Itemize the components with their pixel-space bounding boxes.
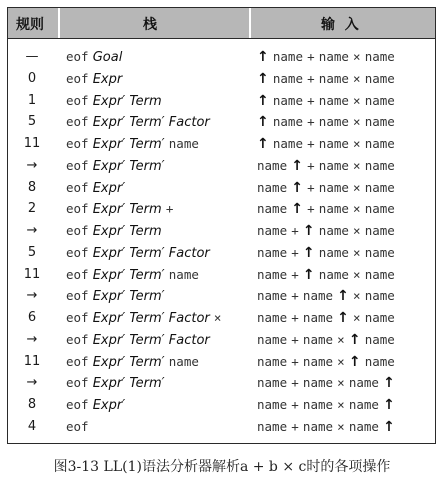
input-token: + [307,114,315,130]
input-token: name [364,157,395,173]
input-token: name [302,310,334,325]
input-pointer-arrow: ↑ [337,288,349,305]
input-token: name [318,114,349,130]
terminal-symbol: eof [66,331,89,347]
nonterminal-symbol: Expr′ [92,311,126,326]
rule-cell: 11 [23,136,41,151]
rule-cell: 8 [27,179,37,195]
terminal-symbol: name [168,353,199,369]
terminal-symbol: eof [66,136,89,151]
stack-cell [66,245,210,261]
input-token: + [307,49,315,64]
stack-cell [66,310,221,326]
input-token: + [291,310,299,325]
input-token: name [318,179,349,195]
input-token: + [307,179,315,195]
nonterminal-symbol: Term′ [129,245,165,261]
nonterminal-symbol: Term′ [129,311,165,326]
terminal-symbol: eof [66,179,89,195]
nonterminal-symbol: Expr′ [92,202,126,218]
input-cell [257,419,395,435]
stack-cell [66,375,165,391]
input-token: name [364,310,395,325]
input-cell [257,310,395,326]
stack-cell [66,71,122,87]
stack-cell [66,223,162,239]
input-token: × [337,418,345,434]
nonterminal-symbol: Term [129,93,162,109]
table-row [8,133,435,155]
input-token: name [348,418,379,434]
terminal-symbol: eof [66,114,89,130]
terminal-symbol: eof [66,49,89,64]
input-token: name [348,397,379,412]
terminal-symbol: eof [66,288,89,304]
rule-cell: 0 [27,70,37,86]
input-token: name [364,70,395,86]
input-token: name [364,92,395,108]
input-token: name [318,70,349,86]
input-pointer-arrow: ↑ [257,92,269,109]
input-token: + [307,136,315,151]
table-row [8,198,435,220]
input-token: name [302,353,334,369]
terminal-symbol: eof [66,353,89,369]
input-cell [257,201,395,217]
input-token: + [307,70,315,86]
input-token: name [318,136,349,151]
terminal-symbol: eof [66,92,89,108]
input-token: × [337,331,345,347]
input-token: + [291,288,299,304]
table-row [8,242,435,264]
rule-cell: 2 [27,201,37,217]
input-token: + [291,353,299,369]
input-token: name [318,157,349,173]
stack-cell [66,419,89,435]
input-token: name [272,49,303,64]
nonterminal-symbol: Expr′ [92,245,126,261]
nonterminal-symbol: Expr′ [92,224,126,239]
parse-table [7,7,436,444]
input-pointer-arrow: ↑ [257,49,269,65]
nonterminal-symbol: Goal [92,50,123,65]
stack-cell [66,49,122,65]
input-token: + [291,418,299,434]
input-pointer-arrow: ↑ [291,157,303,174]
input-pointer-arrow: ↑ [302,223,315,239]
input-token: + [291,244,299,260]
nonterminal-symbol: Term′ [129,354,165,370]
nonterminal-symbol: Expr′ [92,354,126,370]
input-pointer-arrow: ↑ [257,136,269,152]
input-token: + [291,397,299,412]
stack-cell [66,267,199,283]
figure-caption: 图3-13 LL(1)语法分析器解析a + b × c时的各项操作 [53,459,391,475]
header-divider [58,8,60,38]
rule-cell: → [26,288,38,304]
terminal-symbol: eof [66,397,89,412]
input-cell [257,49,395,65]
input-token: name [364,331,395,347]
nonterminal-symbol: Expr′ [92,115,126,131]
input-token: name [364,201,395,217]
input-pointer-arrow: ↑ [348,353,361,370]
input-pointer-arrow: ↑ [291,201,303,218]
terminal-symbol: eof [66,375,89,391]
stack-cell [66,332,210,348]
input-cell [257,71,395,87]
input-pointer-arrow: ↑ [337,310,349,326]
header-input: 输 入 [321,17,359,33]
table-row [8,394,435,416]
input-token: name [257,353,288,369]
input-token: name [364,114,395,130]
input-token: name [257,375,288,391]
input-token: × [353,266,361,282]
header-divider [249,8,251,38]
stack-cell [66,201,173,217]
table-row [8,264,435,286]
input-pointer-arrow: ↑ [383,375,395,392]
input-token: name [257,418,288,434]
input-cell [257,245,395,261]
rule-cell: → [26,157,38,173]
nonterminal-symbol: Expr′ [92,376,126,392]
input-token: name [272,136,303,151]
input-pointer-arrow: ↑ [383,397,395,413]
input-token: name [257,223,288,238]
input-token: × [353,179,361,195]
input-cell [257,332,395,348]
nonterminal-symbol: Expr′ [92,93,126,109]
stack-cell [66,288,165,304]
nonterminal-symbol: Term′ [129,289,165,305]
input-token: + [307,92,315,108]
terminal-symbol: eof [66,266,89,282]
input-token: name [364,288,395,304]
input-token: × [353,310,361,325]
nonterminal-symbol: Term′ [129,158,165,174]
nonterminal-symbol: Term′ [129,332,165,348]
table-row [8,46,435,68]
terminal-symbol: eof [66,70,89,86]
input-token: × [353,157,361,173]
input-token: × [337,375,345,391]
input-token: name [364,244,395,260]
input-token: name [348,375,379,391]
stack-cell [66,114,210,130]
input-token: name [302,375,334,391]
nonterminal-symbol: Expr′ [92,180,126,196]
table-row [8,329,435,351]
input-token: name [257,331,288,347]
input-cell [257,93,395,109]
input-cell [257,354,395,370]
stack-cell [66,180,125,196]
rule-cell: 5 [27,244,37,260]
table-row [8,177,435,199]
input-token: name [257,201,288,217]
input-pointer-arrow: ↑ [257,114,269,131]
nonterminal-symbol: Term′ [129,137,165,152]
nonterminal-symbol: Term′ [129,115,165,131]
rule-cell: → [26,331,38,347]
input-token: name [364,179,395,195]
input-token: name [364,136,395,151]
stack-cell [66,158,165,174]
terminal-symbol: eof [66,244,89,260]
rule-cell: 8 [27,397,37,412]
input-token: name [302,331,334,347]
input-token: + [291,331,299,347]
table-row [8,285,435,307]
nonterminal-symbol: Expr′ [92,158,126,174]
nonterminal-symbol: Factor [168,245,210,261]
input-token: × [353,288,361,304]
input-cell [257,223,395,239]
input-token: × [353,49,361,64]
input-token: name [318,49,349,64]
input-token: × [337,353,345,369]
input-cell [257,288,395,304]
input-cell [257,180,395,196]
nonterminal-symbol: Factor [168,115,210,131]
table-row [8,155,435,177]
input-token: name [318,266,349,282]
input-token: name [257,244,288,260]
input-token: name [272,70,303,86]
input-token: name [318,92,349,108]
terminal-symbol: name [168,136,199,151]
nonterminal-symbol: Factor [168,332,210,348]
nonterminal-symbol: Expr′ [92,267,126,283]
table-row [8,68,435,90]
stack-cell [66,93,162,109]
nonterminal-symbol: Term [129,224,162,239]
input-token: + [307,157,315,173]
input-cell [257,114,395,130]
input-token: name [364,266,395,282]
nonterminal-symbol: Expr [92,71,123,87]
table-row [8,220,435,242]
input-token: × [353,136,361,151]
terminal-symbol: name [168,266,199,282]
input-token: × [353,201,361,217]
stack-cell [66,136,199,152]
input-token: name [257,310,288,325]
input-token: + [291,375,299,391]
input-token: name [257,397,288,412]
input-pointer-arrow: ↑ [302,244,315,261]
input-token: name [257,157,288,173]
input-token: × [353,70,361,86]
input-token: name [364,49,395,64]
nonterminal-symbol: Term′ [129,267,165,283]
input-token: name [318,223,349,238]
rule-cell: — [25,49,39,64]
rule-cell: → [26,223,38,238]
input-token: name [302,418,334,434]
nonterminal-symbol: Term [129,202,162,218]
input-cell [257,136,395,152]
terminal-symbol: eof [66,310,89,325]
rule-cell: 11 [23,266,41,282]
input-token: name [302,397,334,412]
input-token: name [318,201,349,217]
rule-cell: 1 [27,92,37,108]
input-pointer-arrow: ↑ [291,179,303,196]
input-token: name [257,179,288,195]
nonterminal-symbol: Expr′ [92,332,126,348]
table-row [8,307,435,329]
input-token: + [291,266,299,282]
input-token: × [337,397,345,412]
table-row [8,416,435,438]
table-row [8,111,435,133]
nonterminal-symbol: Expr′ [92,398,126,413]
input-token: × [353,114,361,130]
input-token: name [257,288,288,304]
table-header [8,8,435,39]
rule-cell: 5 [27,114,37,130]
terminal-symbol: eof [66,157,89,173]
input-token: × [353,223,361,238]
input-pointer-arrow: ↑ [302,266,315,283]
table-row [8,372,435,394]
nonterminal-symbol: Expr′ [92,137,126,152]
input-cell [257,158,395,174]
rule-cell: → [26,375,38,391]
input-pointer-arrow: ↑ [257,70,269,87]
input-cell [257,375,395,391]
stack-cell [66,354,199,370]
table-row [8,351,435,373]
input-pointer-arrow: ↑ [348,331,361,348]
terminal-symbol: eof [66,418,89,434]
input-token: + [307,201,315,217]
input-token: + [291,223,299,238]
terminal-symbol: eof [66,201,89,217]
input-token: name [302,288,334,304]
input-token: × [353,244,361,260]
rule-cell: 4 [27,418,37,434]
input-token: name [364,353,395,369]
input-token: name [272,92,303,108]
nonterminal-symbol: Expr′ [92,289,126,305]
input-cell [257,397,395,413]
input-token: name [272,114,303,130]
rule-cell: 11 [23,353,41,369]
nonterminal-symbol: Term′ [129,376,165,392]
input-token: × [353,92,361,108]
terminal-symbol: × [213,310,222,325]
input-cell [257,267,395,283]
terminal-symbol: + [165,201,174,217]
input-pointer-arrow: ↑ [383,418,395,435]
stack-cell [66,397,125,413]
header-rule: 规则 [16,17,44,33]
nonterminal-symbol: Factor [168,311,210,326]
table-row [8,90,435,112]
terminal-symbol: eof [66,223,89,238]
input-token: name [257,266,288,282]
header-stack: 栈 [143,17,157,33]
rule-cell: 6 [27,310,37,325]
input-token: name [318,244,349,260]
input-token: name [364,223,395,238]
